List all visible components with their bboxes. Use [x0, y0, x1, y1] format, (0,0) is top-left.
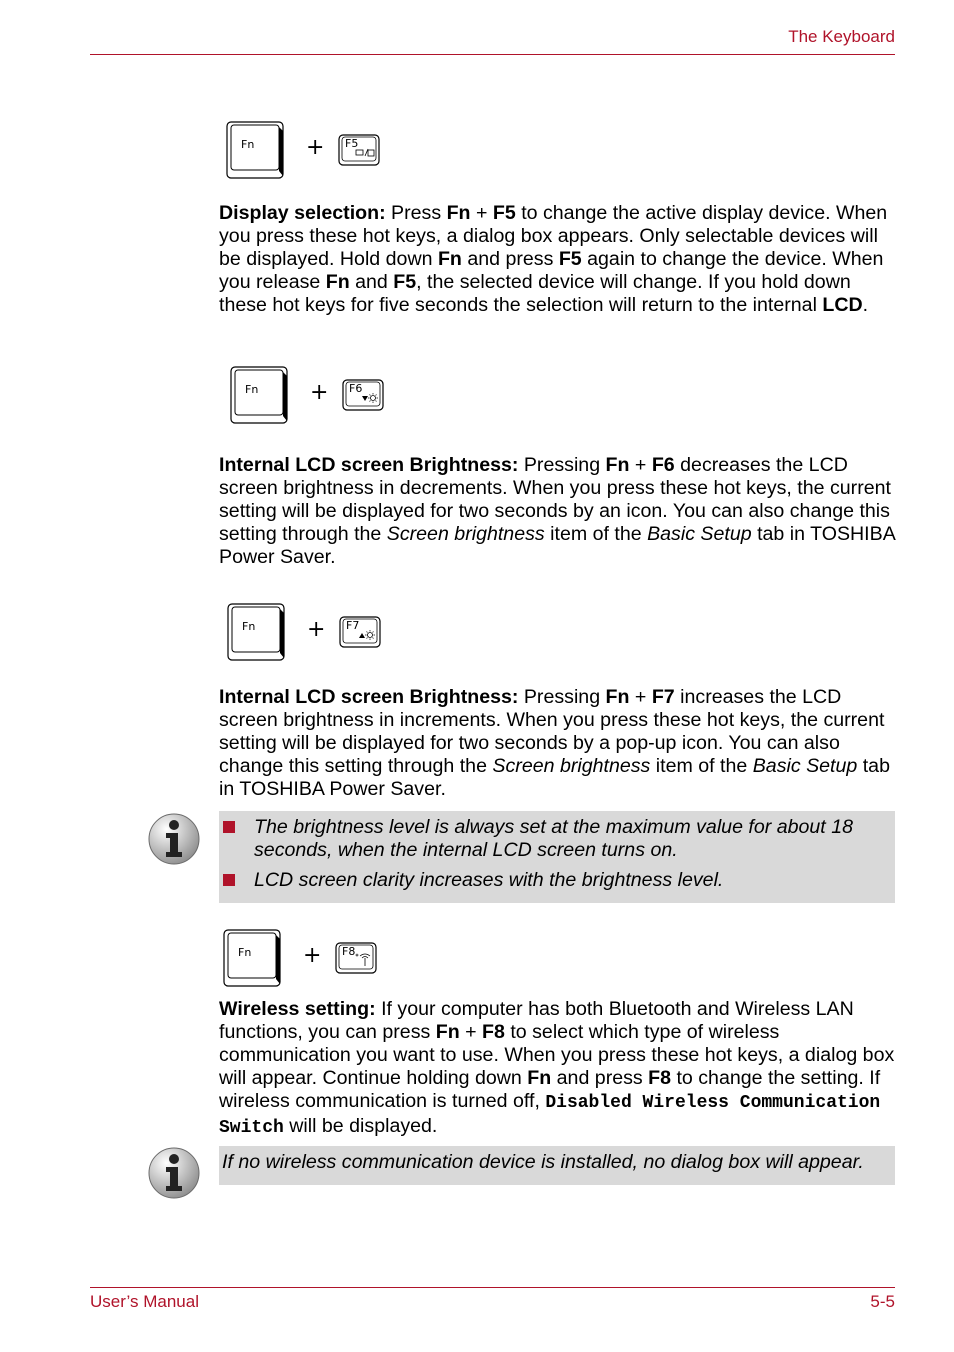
info-icon — [147, 1146, 201, 1200]
square-bullet-icon — [223, 874, 235, 886]
plus-sign: + — [307, 617, 326, 642]
fn-key-label: Fn — [242, 620, 256, 633]
plus-sign: + — [303, 943, 322, 968]
note-bullet-item: The brightness level is always set at the maximum value for about 18 seconds, when the internal LCD screen turns on. — [219, 816, 894, 862]
wireless-note-box — [219, 1146, 895, 1185]
square-bullet-icon — [223, 821, 235, 833]
header-rule — [90, 54, 895, 55]
plus-sign: + — [310, 380, 329, 405]
fn-key-icon — [226, 121, 284, 179]
brightness-increase-paragraph: Internal LCD screen Brightness: Pressing Fn + F7 increases the LCD screen brightness in increments. When you press these hot keys, the current setting will be displayed for two seconds by a pop-up icon. You can also change this setting through the Screen brightness item of the Basic Setup tab in TOSHIBA Power Saver. — [219, 686, 890, 800]
brightness-note-box — [219, 811, 895, 903]
footer-rule — [90, 1287, 895, 1288]
f7-key-label: F7 — [346, 619, 360, 632]
hotkey-fn-f6 — [230, 366, 390, 428]
f5-key-label: F5 — [345, 137, 359, 150]
fn-key-label: Fn — [238, 946, 252, 959]
running-header-title: The Keyboard — [788, 27, 895, 46]
wireless-note-text: If no wireless communication device is installed, no dialog box will appear. — [222, 1151, 864, 1173]
note-bullet-item: LCD screen clarity increases with the brightness level. — [219, 869, 894, 892]
fn-key-icon — [227, 603, 285, 661]
hotkey-fn-f5 — [226, 121, 386, 183]
fn-key-label: Fn — [245, 383, 259, 396]
display-selection-paragraph: Display selection: Press Fn + F5 to change the active display device. When you press these hot keys, a dialog box appears. Only selectable devices will be displayed. Hold down Fn and press F5 again to change the device. When you release Fn and F5, the selected device will change. If you hold down these hot keys for five seconds the selection will return to the internal LCD. — [219, 202, 888, 316]
f8-key-label: F8 — [342, 945, 356, 958]
page-number: 5-5 — [870, 1292, 895, 1311]
plus-sign: + — [306, 135, 325, 160]
info-icon — [147, 812, 201, 866]
footer-manual-title: User’s Manual — [90, 1292, 199, 1311]
hotkey-fn-f8 — [223, 929, 383, 991]
fn-key-icon — [230, 366, 288, 424]
wireless-setting-paragraph: Wireless setting: If your computer has both Bluetooth and Wireless LAN functions, you can press Fn + F8 to select which type of wireless communication you want to use. When you press these hot keys, a dialog box will appear. Continue holding down Fn and press F8 to change the setting. If wireless communication is turned off, Disabled Wireless Communication Switch will be displayed. — [219, 998, 895, 1138]
f6-key-label: F6 — [349, 382, 363, 395]
fn-key-icon — [223, 929, 281, 987]
fn-key-label: Fn — [241, 138, 255, 151]
brightness-decrease-paragraph: Internal LCD screen Brightness: Pressing Fn + F6 decreases the LCD screen brightness in decrements. When you press these hot keys, the current setting will be displayed for two seconds by an icon. You can also change this setting through the Screen brightness item of the Basic Setup tab in TOSHIBA Power Saver. — [219, 454, 895, 568]
hotkey-fn-f7 — [227, 603, 387, 665]
